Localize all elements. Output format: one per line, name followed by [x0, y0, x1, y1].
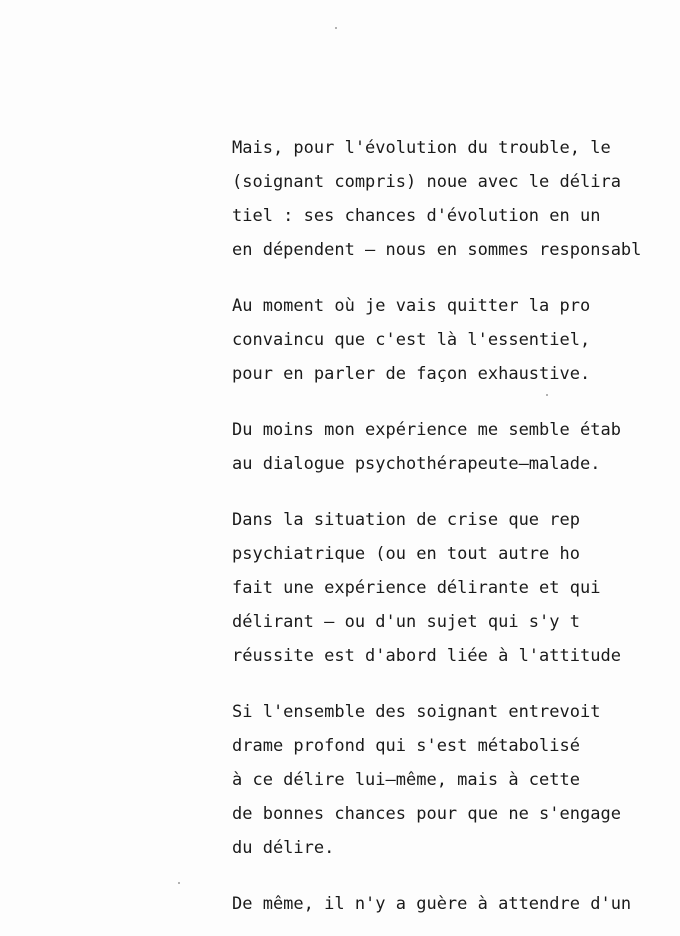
scan-speck: [178, 882, 180, 884]
paragraph-2: [232, 289, 680, 391]
paragraph-4: [232, 503, 680, 673]
text-line: du délire.: [232, 838, 335, 858]
text-line: Mais, pour l'évolution du trouble, le: [232, 138, 611, 158]
text-line: drame profond qui s'est métabolisé: [232, 736, 580, 756]
text-line: Au moment où je vais quitter la pro: [232, 296, 591, 316]
text-line: Du moins mon expérience me semble étab: [232, 420, 621, 440]
text-line: tiel : ses chances d'évolution en un: [232, 206, 601, 226]
paragraph-3: [232, 413, 680, 481]
text-line: psychiatrique (ou en tout autre ho: [232, 544, 580, 564]
paragraph-6: [232, 887, 680, 921]
paragraph-5: [232, 695, 680, 865]
paragraph-1: [232, 131, 680, 267]
text-line: Dans la situation de crise que rep: [232, 510, 580, 530]
text-line: à ce délire lui–même, mais à cette: [232, 770, 580, 790]
text-line: réussite est d'abord liée à l'attitude: [232, 646, 621, 666]
text-line: délirant – ou d'un sujet qui s'y t: [232, 612, 580, 632]
text-line: Si l'ensemble des soignant entrevoit: [232, 702, 601, 722]
text-line: convaincu que c'est là l'essentiel,: [232, 330, 591, 350]
text-line: De même, il n'y a guère à attendre d'un: [232, 894, 632, 914]
text-line: au dialogue psychothérapeute–malade.: [232, 454, 601, 474]
text-line: (soignant compris) noue avec le délira: [232, 172, 621, 192]
text-line: fait une expérience délirante et qui: [232, 578, 601, 598]
text-line: en dépendent – nous en sommes responsabl: [232, 240, 642, 260]
scan-speck: [335, 27, 337, 29]
text-line: de bonnes chances pour que ne s'engage: [232, 804, 621, 824]
document-body: [232, 131, 680, 936]
text-line: pour en parler de façon exhaustive.: [232, 364, 591, 384]
